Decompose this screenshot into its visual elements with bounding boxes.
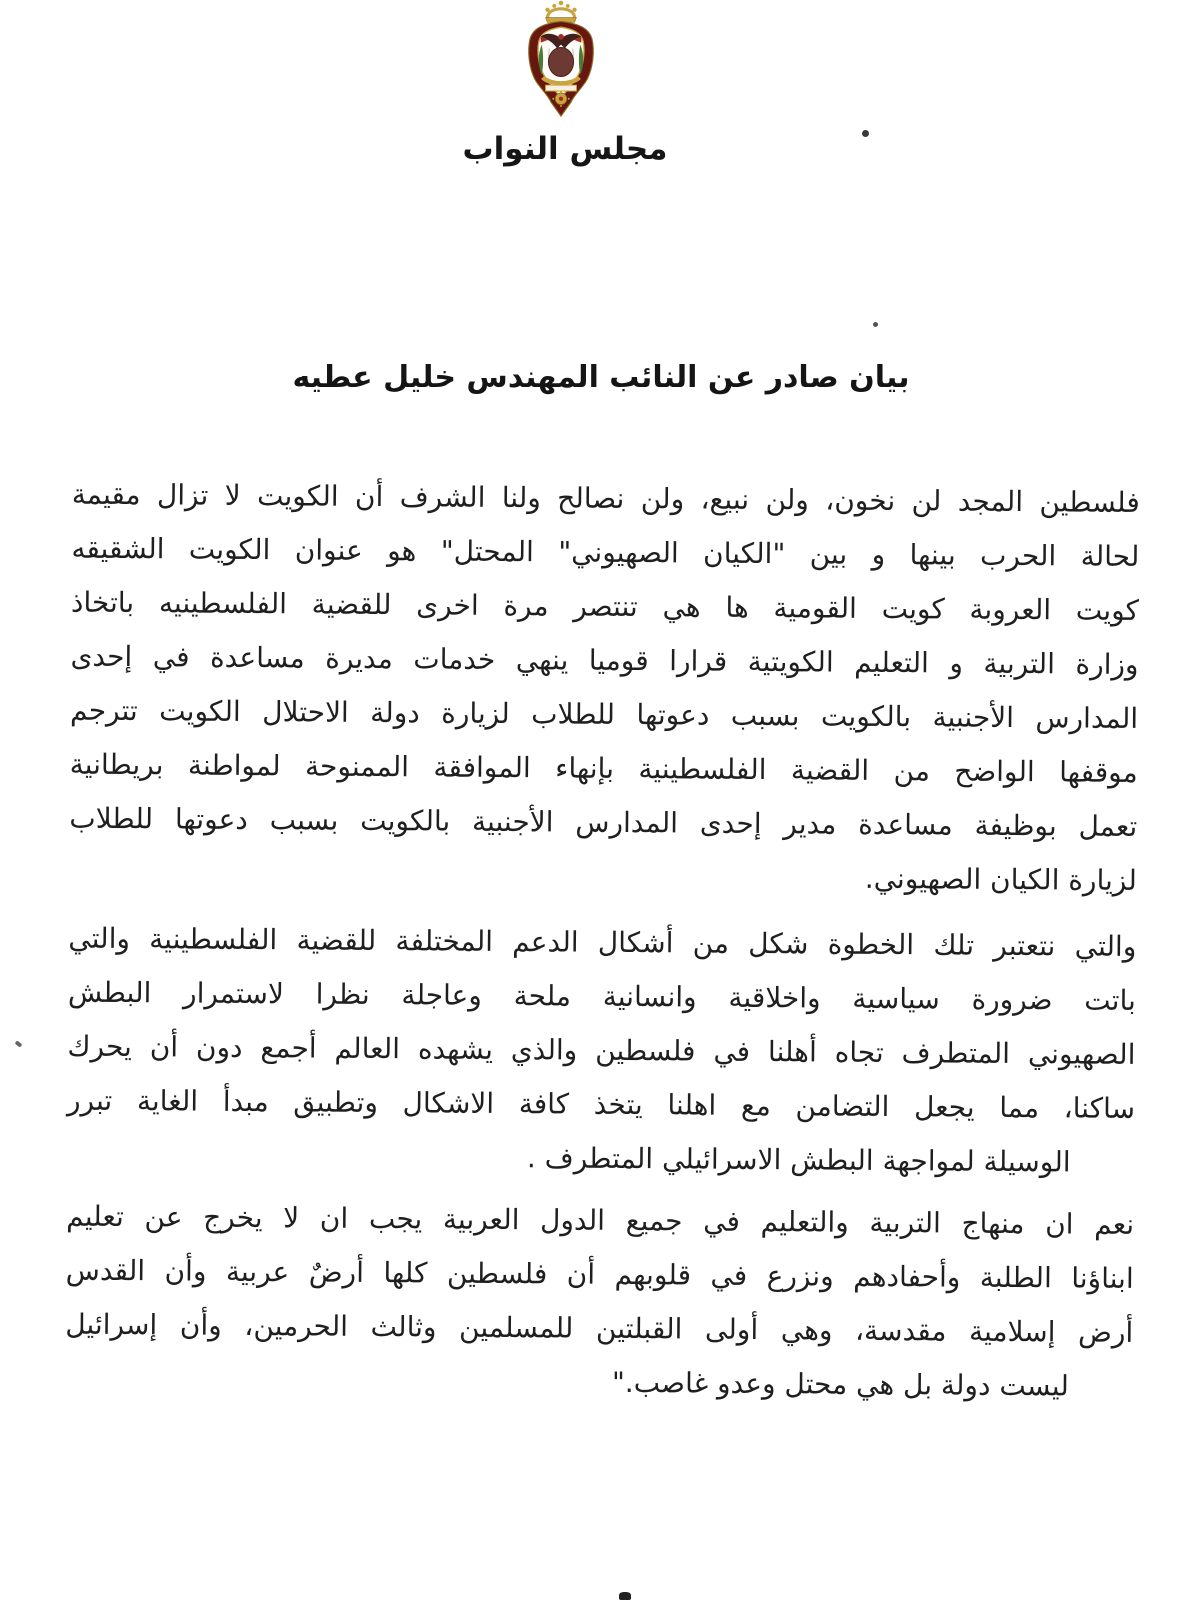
body-line: الوسيلة لمواجهة البطش الاسرائيلي المتطرف . [526,1141,1071,1179]
scan-speck [15,1040,23,1047]
scan-speck [862,130,869,137]
paragraph-2 [66,912,1136,1190]
statement-title: بيان صادر عن النائب المهندس خليل عطيه [292,360,910,395]
body-line: ابناؤنا الطلبة وأحفادهم ونزرع في قلوبهم أن فلسطين كلها أرضٌ عربية وأن القدس [65,1253,1134,1295]
body-line: لزيارة الكيان الصهيوني. [864,861,1137,897]
body-line: كويت العروبة كويت القومية ها هي تنتصر مرة اخرى للقضية الفلسطينيه باتخاذ [70,585,1140,627]
body-line: باتت ضرورة سياسية واخلاقية وانسانية ملحة وعاجلة نظرا لاستمرار البطش [67,975,1137,1017]
body-line: موقفها الواضح من القضية الفلسطينية بإنهاء الموافقة الممنوحة لمواطنة بريطانية [69,747,1138,789]
body-line: المدارس الأجنبية بالكويت بسبب دعوتها للطلاب لزيارة دولة الاحتلال الكويت تترجم [69,693,1139,735]
body-line: أرض إسلامية مقدسة، وهي أولى القبلتين للمسلمين وثالث الحرمين، وأن إسرائيل [65,1307,1134,1349]
body-line: والتي نتعتبر تلك الخطوة شكل من أشكال الدعم المختلفة للقضية الفلسطينية والتي [68,921,1137,963]
jordan-coat-of-arms-icon [503,0,619,126]
scan-speck [619,1592,631,1600]
body-line: لحالة الحرب بينها و بين "الكيان الصهيوني" المحتل" هو عنوان الكويت الشقيقه [71,531,1140,573]
crown-icon [545,1,576,23]
paragraph-3 [65,1190,1135,1414]
body-line: الصهيوني المتطرف تجاه أهلنا في فلسطين والذي يشهده العالم أجمع دون أن يحرك [67,1029,1136,1071]
body-line: وزارة التربية و التعليم الكويتية قرارا قوميا ينهي خدمات مديرة مساعدة في إحدى [70,639,1139,681]
body-line: ساكنا، مما يجعل التضامن مع اهلنا يتخذ كافة الاشكال وتطبيق مبدأ الغاية تبرر [66,1083,1136,1125]
body-line: تعمل بوظيفة مساعدة مدير إحدى المدارس الأجنبية بالكويت بسبب دعوتها للطلاب [69,801,1138,843]
statement-body [65,468,1140,1414]
parliament-name-calligraphy: مجلس النواب [462,131,668,167]
paragraph-1 [69,468,1140,908]
scan-speck [873,322,878,327]
body-line: نعم ان منهاج التربية والتعليم في جميع الدول العربية يجب ان لا يخرج عن تعليم [66,1199,1135,1241]
body-line: فلسطين المجد لن نخون، ولن نبيع، ولن نصالح ولنا الشرف أن الكويت لا تزال مقيمة [71,477,1140,519]
body-line: ليست دولة بل هي محتل وعدو غاصب." [611,1365,1069,1403]
